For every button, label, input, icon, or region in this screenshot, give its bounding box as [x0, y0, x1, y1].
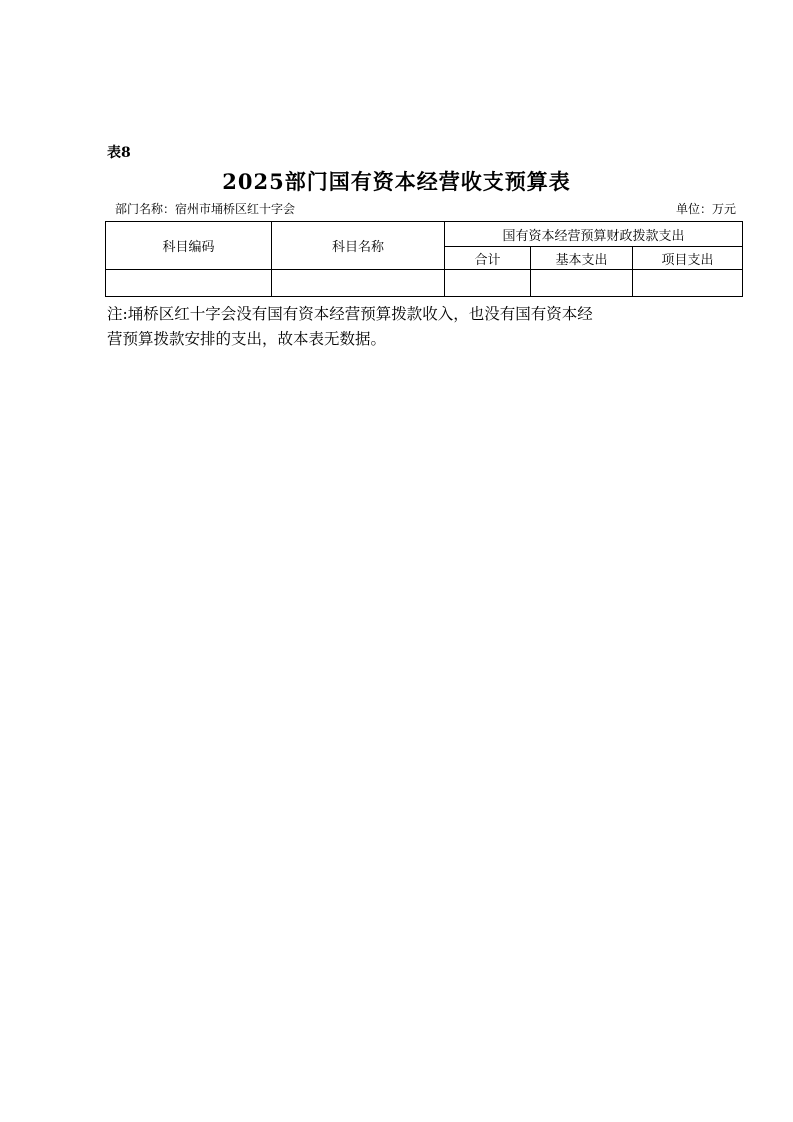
cell-code	[106, 270, 272, 297]
header-subject-code: 科目编码	[106, 222, 272, 270]
footnote-line-2: 营预算拨款安排的支出，故本表无数据。	[107, 330, 387, 348]
budget-table	[105, 221, 743, 297]
cell-name	[272, 270, 445, 297]
header-total: 合计	[445, 247, 531, 270]
cell-basic	[531, 270, 633, 297]
header-project-expense: 项目支出	[633, 247, 743, 270]
cell-project	[633, 270, 743, 297]
cell-total	[445, 270, 531, 297]
header-basic-expense: 基本支出	[531, 247, 633, 270]
header-expense-group: 国有资本经营预算财政拨款支出	[445, 222, 743, 247]
department-name: 部门名称：宿州市埇桥区红十字会	[115, 202, 296, 216]
page-title: 2025部门国有资本经营收支预算表	[222, 169, 571, 194]
footnote-line-1: 注:埇桥区红十字会没有国有资本经营预算拨款收入，也没有国有资本经	[107, 305, 593, 323]
header-subject-name: 科目名称	[272, 222, 445, 270]
footnote	[107, 302, 727, 352]
unit-label: 单位：万元	[675, 202, 736, 216]
table-row	[106, 270, 743, 297]
table-number-label: 表8	[107, 145, 131, 161]
